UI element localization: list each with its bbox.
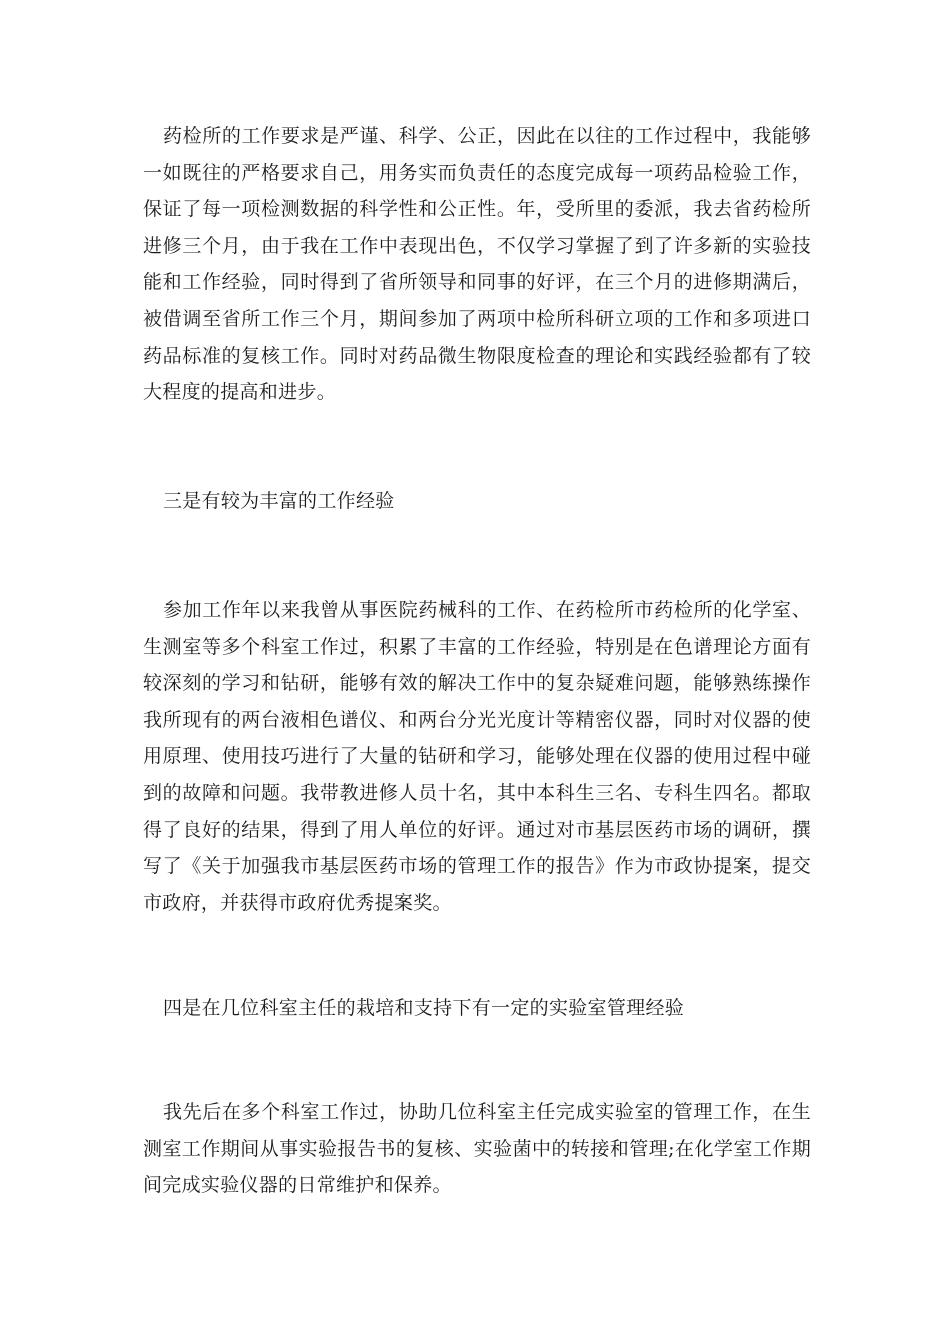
body-paragraph-qualifications: 药检所的工作要求是严谨、科学、公正，因此在以往的工作过程中，我能够一如既往的严格要求自己，用务实而负责任的态度完成每一项药品检验工作，保证了每一项检测数据的科学性和公正性。年，受所里的委派，我去省药检所进修三个月，由于我在工作中表现出色，不仅学习掌握了到了许多新的实验技能和工作经验，同时得到了省所领导和同事的好评，在三个月的进修期满后，被借调至省所工作三个月，期间参加了两项中检所科研立项的工作和多项进口药品标准的复核工作。同时对药品微生物限度检查的理论和实践经验都有了较大程度的提高和进步。 xyxy=(143,125,811,404)
body-paragraph-experience: 参加工作年以来我曾从事医院药械科的工作、在药检所市药检所的化学室、生测室等多个科室工作过，积累了丰富的工作经验，特别是在色谱理论方面有较深刻的学习和钻研，能够有效的解决工作中的复杂疑难问题，能够熟练操作我所现有的两台液相色谱仪、和两台分光光度计等精密仪器，同时对仪器的使用原理、使用技巧进行了大量的钻研和学习，能够处理在仪器的使用过程中碰到的故障和问题。我带教进修人员十名，其中本科生三名、专科生四名。都取得了良好的结果，得到了用人单位的好评。通过对市基层医药市场的调研，撰写了《关于加强我市基层医药市场的管理工作的报告》作为市政协提案，提交市政府，并获得市政府优秀提案奖。 xyxy=(143,599,811,914)
body-paragraph-lab-management: 我先后在多个科室工作过，协助几位科室主任完成实验室的管理工作，在生测室工作期间从事实验报告书的复核、实验菌中的转接和管理;在化学室工作期间完成实验仪器的日常维护和保养。 xyxy=(143,1101,811,1197)
section-heading-experience: 三是有较为丰富的工作经验 xyxy=(162,490,395,512)
section-heading-lab-management: 四是在几位科室主任的栽培和支持下有一定的实验室管理经验 xyxy=(162,997,685,1019)
